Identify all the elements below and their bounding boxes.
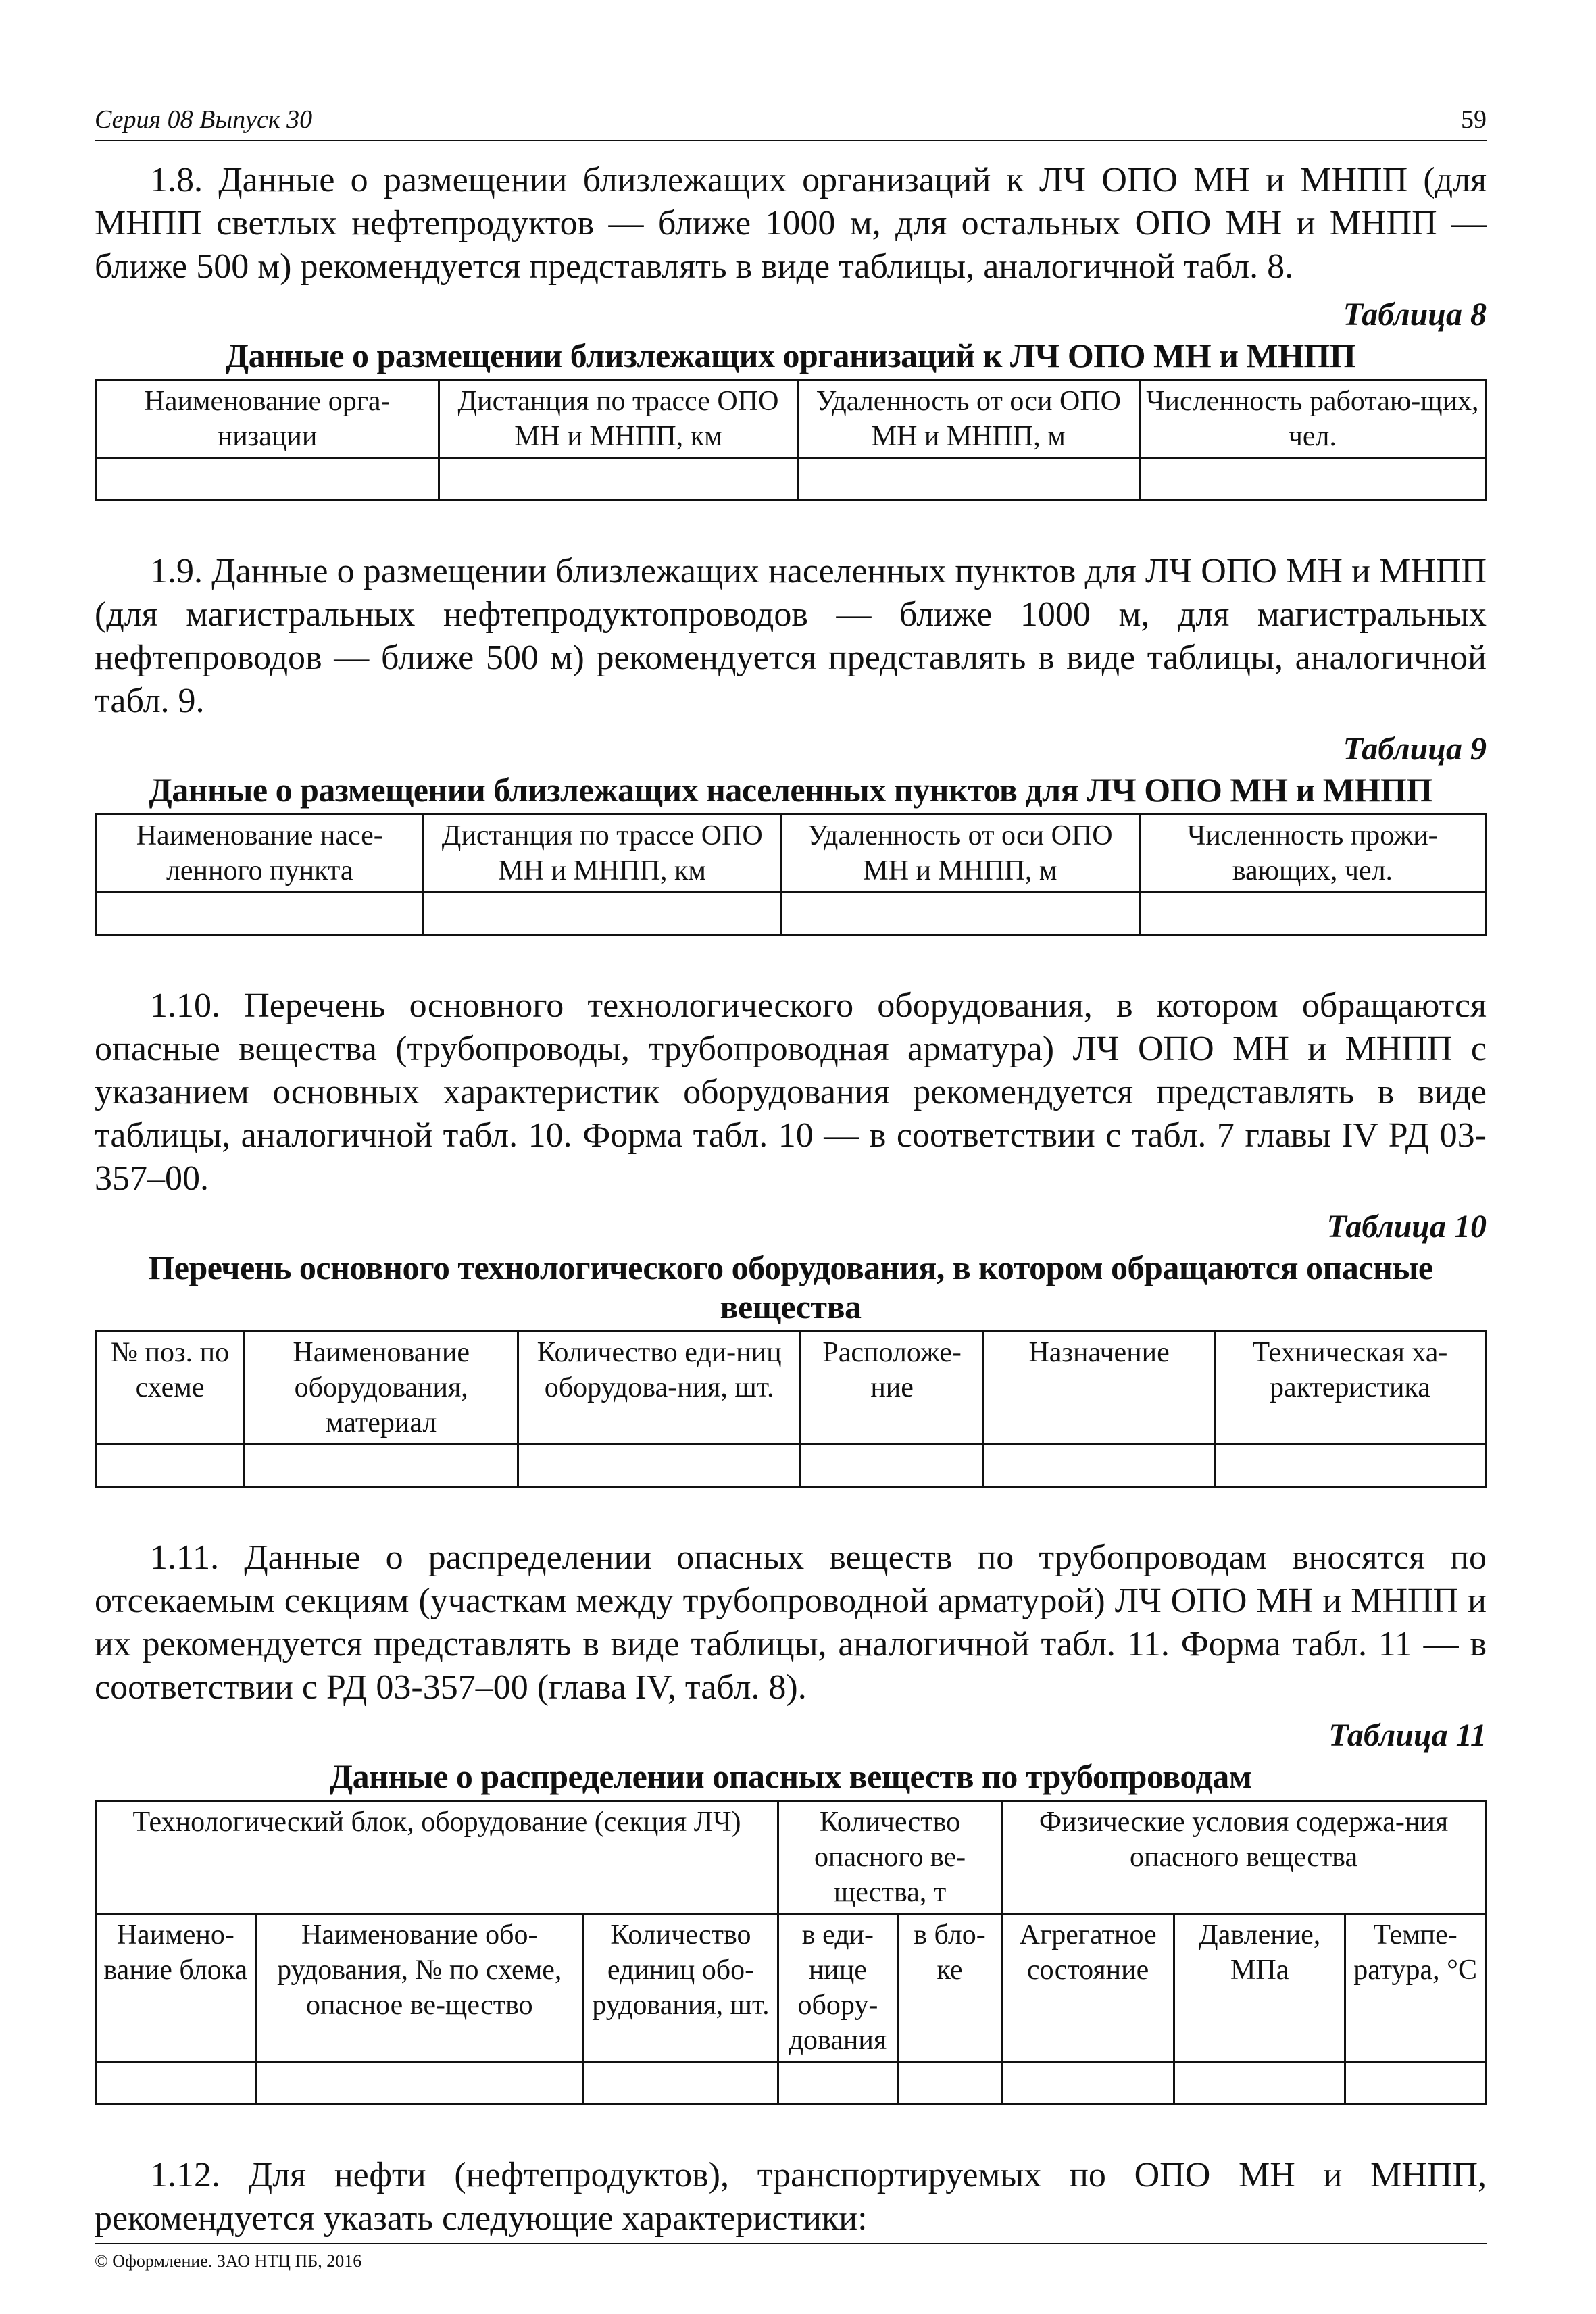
table-9-header-cell: Удаленность от оси ОПО МН и МНПП, м (781, 815, 1140, 892)
table-cell (1214, 1444, 1485, 1487)
table-10-label: Таблица 10 (1326, 1209, 1487, 1244)
table-11-sub-header: Давление, МПа (1174, 1914, 1345, 2062)
table-cell (584, 2062, 778, 2105)
table-9-header-cell: Наименование насе-ленного пункта (96, 815, 424, 892)
table-11-sub-header: Наименование обо-рудования, № по схеме, опасное ве-щество (255, 1914, 583, 2062)
table-11-sub-header-row (96, 1914, 1486, 2062)
series-label: Серия 08 Выпуск 30 (95, 105, 313, 134)
table-cell (781, 892, 1140, 935)
table-9 (95, 813, 1487, 936)
table-cell (1174, 2062, 1345, 2105)
table-9-label: Таблица 9 (1343, 731, 1487, 767)
table-11 (95, 1800, 1487, 2105)
table-9-empty-row (96, 892, 1486, 935)
table-11-group-header-row (96, 1801, 1486, 1914)
table-10-header-row (96, 1332, 1486, 1444)
table-10-header-cell: Количество еди-ниц оборудова-ния, шт. (518, 1332, 801, 1444)
footer-rule (95, 2243, 1487, 2244)
table-cell (439, 458, 798, 501)
table-11-sub-header: Темпе-ратура, °С (1345, 1914, 1486, 2062)
table-11-label: Таблица 11 (1328, 1717, 1487, 1753)
page-number: 59 (1461, 105, 1487, 134)
table-8-label: Таблица 8 (1343, 297, 1487, 332)
table-10-header-cell: Техническая ха-рактеристика (1214, 1332, 1485, 1444)
table-9-header-cell: Дистанция по трассе ОПО МН и МНПП, км (424, 815, 781, 892)
table-cell (1139, 892, 1485, 935)
table-9-title: Данные о размещении близлежащих населенных пунктов для ЛЧ ОПО МН и МНПП (149, 771, 1432, 809)
document-page (95, 105, 1487, 2240)
running-header (95, 105, 1487, 140)
table-cell (800, 1444, 984, 1487)
table-8-header-cell: Наименование орга-низации (96, 380, 439, 458)
table-11-group-header: Технологический блок, оборудование (секция ЛЧ) (96, 1801, 778, 1914)
footer-copyright: © Оформление. ЗАО НТЦ ПБ, 2016 (95, 2251, 362, 2271)
table-cell (778, 2062, 897, 2105)
paragraph-1-12: 1.12. Для нефти (нефтепродуктов), транспортируемых по ОПО МН и МНПП, рекомендуется указать следующие характеристики: (95, 2156, 1487, 2238)
table-10-header-cell: Наименование оборудования, материал (245, 1332, 518, 1444)
table-9-header-row (96, 815, 1486, 892)
table-11-sub-header: в бло-ке (897, 1914, 1001, 2062)
table-8-header-cell: Удаленность от оси ОПО МН и МНПП, м (797, 380, 1139, 458)
table-8-header-cell: Численность работаю-щих, чел. (1139, 380, 1485, 458)
table-10-header-cell: № поз. по схеме (96, 1332, 245, 1444)
table-cell (897, 2062, 1001, 2105)
table-11-title: Данные о распределении опасных веществ по трубопроводам (329, 1757, 1252, 1795)
table-cell (96, 458, 439, 501)
paragraph-1-11: 1.11. Данные о распределении опасных веществ по трубопроводам вносятся по отсекаемым секциям (участкам между трубопроводной арматурой) ЛЧ ОПО МН и МНПП и их рекомендуется представлять в виде таблицы, аналогичной табл. 11. Форма табл. 11 — в соответствии с РД 03-357–00 (глава IV, табл. 8). (95, 1538, 1487, 1707)
table-11-sub-header: Наимено-вание блока (96, 1914, 256, 2062)
table-8-empty-row (96, 458, 1486, 501)
header-rule (95, 140, 1487, 141)
table-cell (1002, 2062, 1174, 2105)
table-11-group-header: Количество опасного ве-щества, т (778, 1801, 1001, 1914)
paragraph-1-8: 1.8. Данные о размещении близлежащих организаций к ЛЧ ОПО МН и МНПП (для МНПП светлых нефтепродуктов — ближе 1000 м, для остальных ОПО МН и МНПП — ближе 500 м) рекомендуется представлять в виде таблицы, аналогичной табл. 8. (95, 161, 1487, 286)
table-10-header-cell: Расположе-ние (800, 1332, 984, 1444)
table-cell (797, 458, 1139, 501)
table-10 (95, 1330, 1487, 1488)
table-cell (424, 892, 781, 935)
table-11-sub-header: Количество единиц обо-рудования, шт. (584, 1914, 778, 2062)
table-11-sub-header: в еди-нице обору-дования (778, 1914, 897, 2062)
table-cell (255, 2062, 583, 2105)
table-9-header-cell: Численность прожи-вающих, чел. (1139, 815, 1485, 892)
table-10-header-cell: Назначение (984, 1332, 1214, 1444)
table-8 (95, 379, 1487, 501)
table-cell (518, 1444, 801, 1487)
table-cell (96, 2062, 256, 2105)
table-cell (245, 1444, 518, 1487)
table-10-title: Перечень основного технологического оборудования, в котором обращаются опасные вещества (148, 1249, 1433, 1326)
table-11-sub-header: Агрегатное состояние (1002, 1914, 1174, 2062)
table-8-title: Данные о размещении близлежащих организаций к ЛЧ ОПО МН и МНПП (225, 336, 1356, 374)
paragraph-1-10: 1.10. Перечень основного технологического оборудования, в котором обращаются опасные вещества (трубопроводы, трубопроводная арматура) ЛЧ ОПО МН и МНПП с указанием основных характеристик оборудования рекомендуется представлять в виде таблицы, аналогичной табл. 10. Форма табл. 10 — в соответствии с табл. 7 главы IV РД 03-357–00. (95, 986, 1487, 1198)
table-11-empty-row (96, 2062, 1486, 2105)
table-cell (96, 892, 424, 935)
table-cell (984, 1444, 1214, 1487)
paragraph-1-9: 1.9. Данные о размещении близлежащих населенных пунктов для ЛЧ ОПО МН и МНПП (для магистральных нефтепродуктопроводов — ближе 1000 м, для магистральных нефтепроводов — ближе 500 м) рекомендуется представлять в виде таблицы, аналогичной табл. 9. (95, 552, 1487, 720)
table-10-empty-row (96, 1444, 1486, 1487)
table-11-group-header: Физические условия содержа-ния опасного вещества (1002, 1801, 1486, 1914)
table-cell (1139, 458, 1485, 501)
table-cell (96, 1444, 245, 1487)
table-8-header-cell: Дистанция по трассе ОПО МН и МНПП, км (439, 380, 798, 458)
table-cell (1345, 2062, 1486, 2105)
table-8-header-row (96, 380, 1486, 458)
